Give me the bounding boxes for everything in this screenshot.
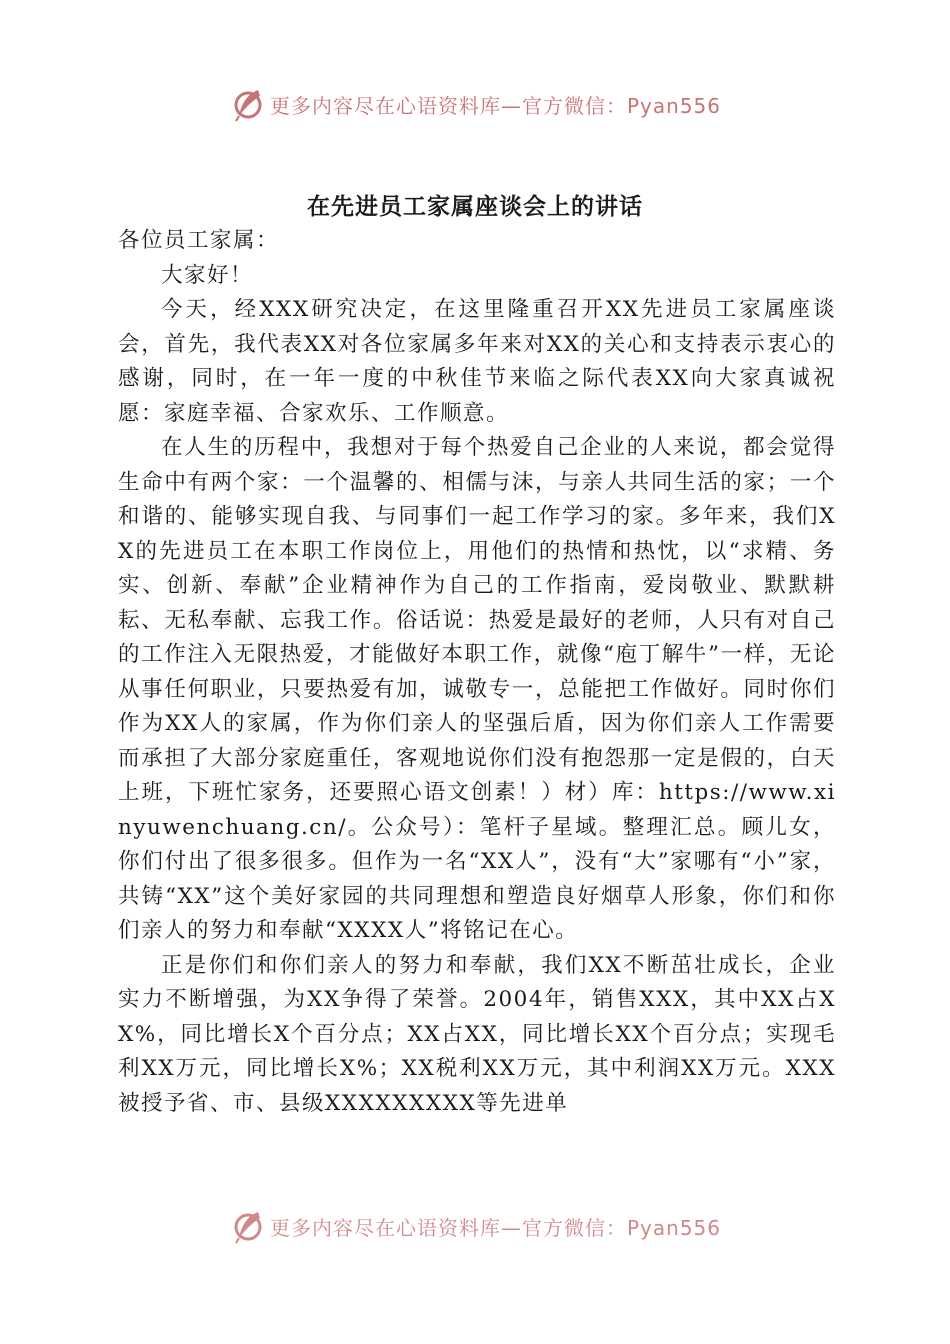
- body-paragraph: 在人生的历程中，我想对于每个热爱自己企业的人来说，都会觉得生命中有两个家：一个温馨的、相儒与沫，与亲人共同生活的家；一个和谐的、能够实现自我、与同事们一起工作学习的家。多年来，我们XX的先进员工在本职工作岗位上，用他们的热情和热忱，以“求精、务实、创新、奉献”企业精神作为自己的工作指南，爱岗敬业、默默耕耘、无私奉献、忘我工作。俗话说：热爱是最好的老师，人只有对自己的工作注入无限热爱，才能做好本职工作，就像“庖丁解牛”一样，无论从事任何职业，只要热爱有加，诚敬专一，总能把工作做好。同时你们作为XX人的家属，作为你们亲人的坚强后盾，因为你们亲人工作需要而承担了大部分家庭重任，客观地说你们没有抱怨那一定是假的，白天上班，下班忙家务，还要照心语文创素！）材）库：https://www.xinyuwenchuang.cn/。公众号）：笔杆子星域。整理汇总。顾儿女，你们付出了很多很多。但作为一名“XX人”，没有“大”家哪有“小”家，共铸“XX”这个美好家园的共同理想和塑造良好烟草人形象，你们和你们亲人的努力和奉献“XXXX人”将铭记在心。: [118, 435, 836, 943]
- watermark-text: 更多内容尽在心语资料库—官方微信：Pyan556: [270, 93, 722, 118]
- header-watermark: [228, 84, 721, 124]
- feather-quill-icon: [228, 1206, 268, 1246]
- document-body: [118, 224, 836, 1121]
- watermark-text: 更多内容尽在心语资料库—官方微信：Pyan556: [270, 1215, 722, 1240]
- body-paragraph: 正是你们和你们亲人的努力和奉献，我们XX不断茁壮成长，企业实力不断增强，为XX争得了荣誉。2004年，销售XXX，其中XX占XX%，同比增长X个百分点；XX占XX，同比增长XX个百分点；实现毛利XX万元，同比增长X%；XX税利XX万元，其中利润XX万元。XXX被授予省、市、县级XXXXXXXXX等先进单: [118, 952, 836, 1116]
- feather-quill-icon: [228, 84, 268, 124]
- footer-watermark: [228, 1206, 721, 1246]
- salutation: 各位员工家属：: [118, 228, 280, 253]
- body-paragraph: 今天，经XXX研究决定，在这里隆重召开XX先进员工家属座谈会，首先，我代表XX对各位家属多年来对XX的关心和支持表示衷心的感谢，同时，在一年一度的中秋佳节来临之际代表XX向大家真诚祝愿：家庭幸福、合家欢乐、工作顺意。: [118, 297, 836, 426]
- document-title: 在先进员工家属座谈会上的讲话: [307, 193, 643, 220]
- greeting-paragraph: 大家好！: [161, 262, 254, 288]
